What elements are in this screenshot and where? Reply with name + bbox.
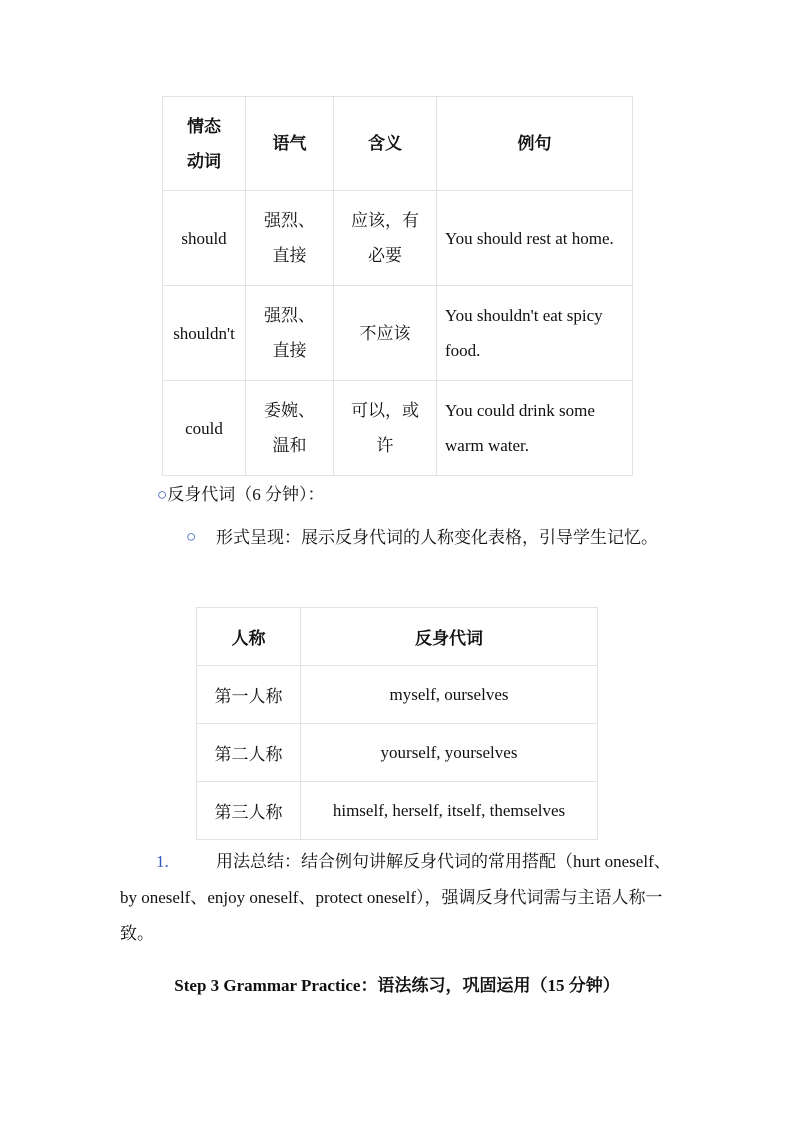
cell-meaning: 可以，或许 [334,381,437,476]
cell-example: You should rest at home. [437,191,633,286]
header-person: 人称 [197,608,301,666]
table-row [197,782,598,840]
form-presentation-text: 形式呈现：展示反身代词的人称变化表格，引导学生记忆。 [216,528,658,547]
section-heading-text: 反身代词（6 分钟）： [167,485,325,504]
table-header-row [163,97,633,191]
usage-summary-text: 用法总结：结合例句讲解反身代词的常用搭配（hurt oneself、by oneself、enjoy oneself、protect oneself），强调反身代词需与主语人称一致。 [120,852,671,943]
table-row [197,724,598,782]
bullet-circle-icon: ○ [186,527,197,546]
cell-tone: 委婉、温和 [246,381,334,476]
header-example: 例句 [437,97,633,191]
bullet-circle-icon: ○ [157,485,168,504]
header-reflexive: 反身代词 [301,608,598,666]
cell-reflexive: himself, herself, itself, themselves [301,782,598,840]
header-meaning: 含义 [334,97,437,191]
header-modal-verb: 情态动词 [163,97,246,191]
cell-meaning: 不应该 [334,286,437,381]
section-heading-reflexive [157,477,325,513]
table-row [163,381,633,476]
table-row [163,191,633,286]
cell-reflexive: yourself, yourselves [301,724,598,782]
list-number: 1. [156,852,169,871]
cell-tone: 强烈、直接 [246,191,334,286]
modal-verbs-table [162,96,633,476]
header-tone: 语气 [246,97,334,191]
cell-modal: should [163,191,246,286]
table-row [197,666,598,724]
reflexive-pronouns-table [196,607,598,840]
cell-reflexive: myself, ourselves [301,666,598,724]
cell-example: You could drink some warm water. [437,381,633,476]
cell-meaning: 应该，有必要 [334,191,437,286]
cell-example: You shouldn't eat spicy food. [437,286,633,381]
table-row [163,286,633,381]
cell-modal: shouldn't [163,286,246,381]
cell-person: 第一人称 [197,666,301,724]
cell-modal: could [163,381,246,476]
cell-person: 第二人称 [197,724,301,782]
cell-tone: 强烈、直接 [246,286,334,381]
table-header-row [197,608,598,666]
step3-heading: Step 3 Grammar Practice：语法练习，巩固运用（15 分钟） [174,976,620,995]
cell-person: 第三人称 [197,782,301,840]
